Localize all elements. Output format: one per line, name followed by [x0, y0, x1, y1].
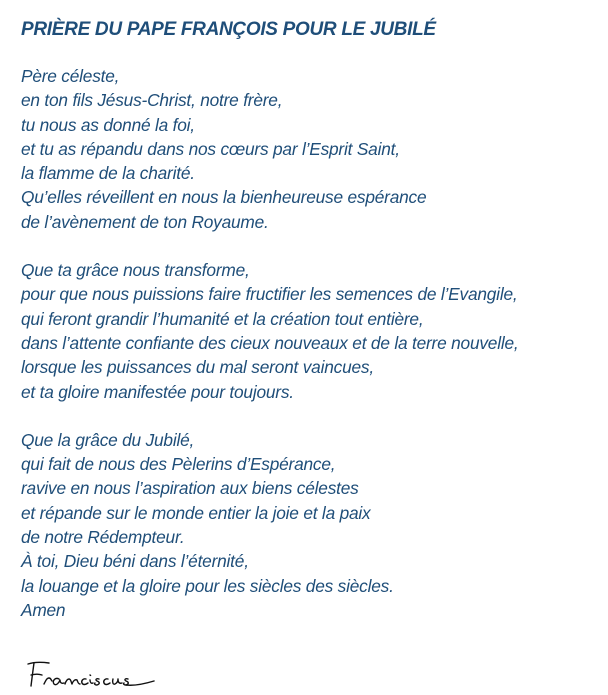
stanza-2	[21, 258, 601, 404]
prayer-line: de l’avènement de ton Royaume.	[21, 211, 269, 232]
prayer-line: pour que nous puissions faire fructifier les semences de l’Evangile,	[21, 284, 518, 305]
prayer-line: la louange et la gloire pour les siècles des siècles.	[21, 575, 394, 596]
stanza-3	[21, 428, 601, 622]
prayer-line: Qu’elles réveillent en nous la bienheureuse espérance	[21, 187, 427, 208]
prayer-line: ravive en nous l’aspiration aux biens célestes	[21, 478, 359, 499]
prayer-line: lorsque les puissances du mal seront vaincues,	[21, 357, 374, 378]
prayer-line: qui feront grandir l’humanité et la création tout entière,	[21, 308, 424, 329]
signature	[22, 656, 162, 692]
prayer-line: qui fait de nous des Pèlerins d’Espérance,	[21, 454, 336, 475]
prayer-line: Que la grâce du Jubilé,	[21, 429, 195, 450]
prayer-line: Amen	[21, 599, 66, 620]
prayer-line: Que ta grâce nous transforme,	[21, 260, 250, 281]
stanza-1	[21, 64, 601, 234]
prayer-line: de notre Rédempteur.	[21, 527, 185, 548]
page-title: PRIÈRE DU PAPE FRANÇOIS POUR LE JUBILÉ	[21, 19, 436, 40]
prayer-line: dans l’attente confiante des cieux nouveaux et de la terre nouvelle,	[21, 332, 519, 353]
prayer-line: et ta gloire manifestée pour toujours.	[21, 381, 294, 402]
signature-drawing	[22, 656, 162, 692]
prayer-line: tu nous as donné la foi,	[21, 114, 195, 135]
prayer-line: À toi, Dieu béni dans l’éternité,	[21, 551, 249, 572]
prayer-body	[21, 64, 601, 646]
prayer-line: la flamme de la charité.	[21, 163, 195, 184]
prayer-line: Père céleste,	[21, 66, 120, 86]
prayer-line: et tu as répandu dans nos cœurs par l’Esprit Saint,	[21, 138, 400, 159]
prayer-line: et répande sur le monde entier la joie et la paix	[21, 502, 371, 523]
prayer-line: en ton fils Jésus-Christ, notre frère,	[21, 90, 283, 111]
